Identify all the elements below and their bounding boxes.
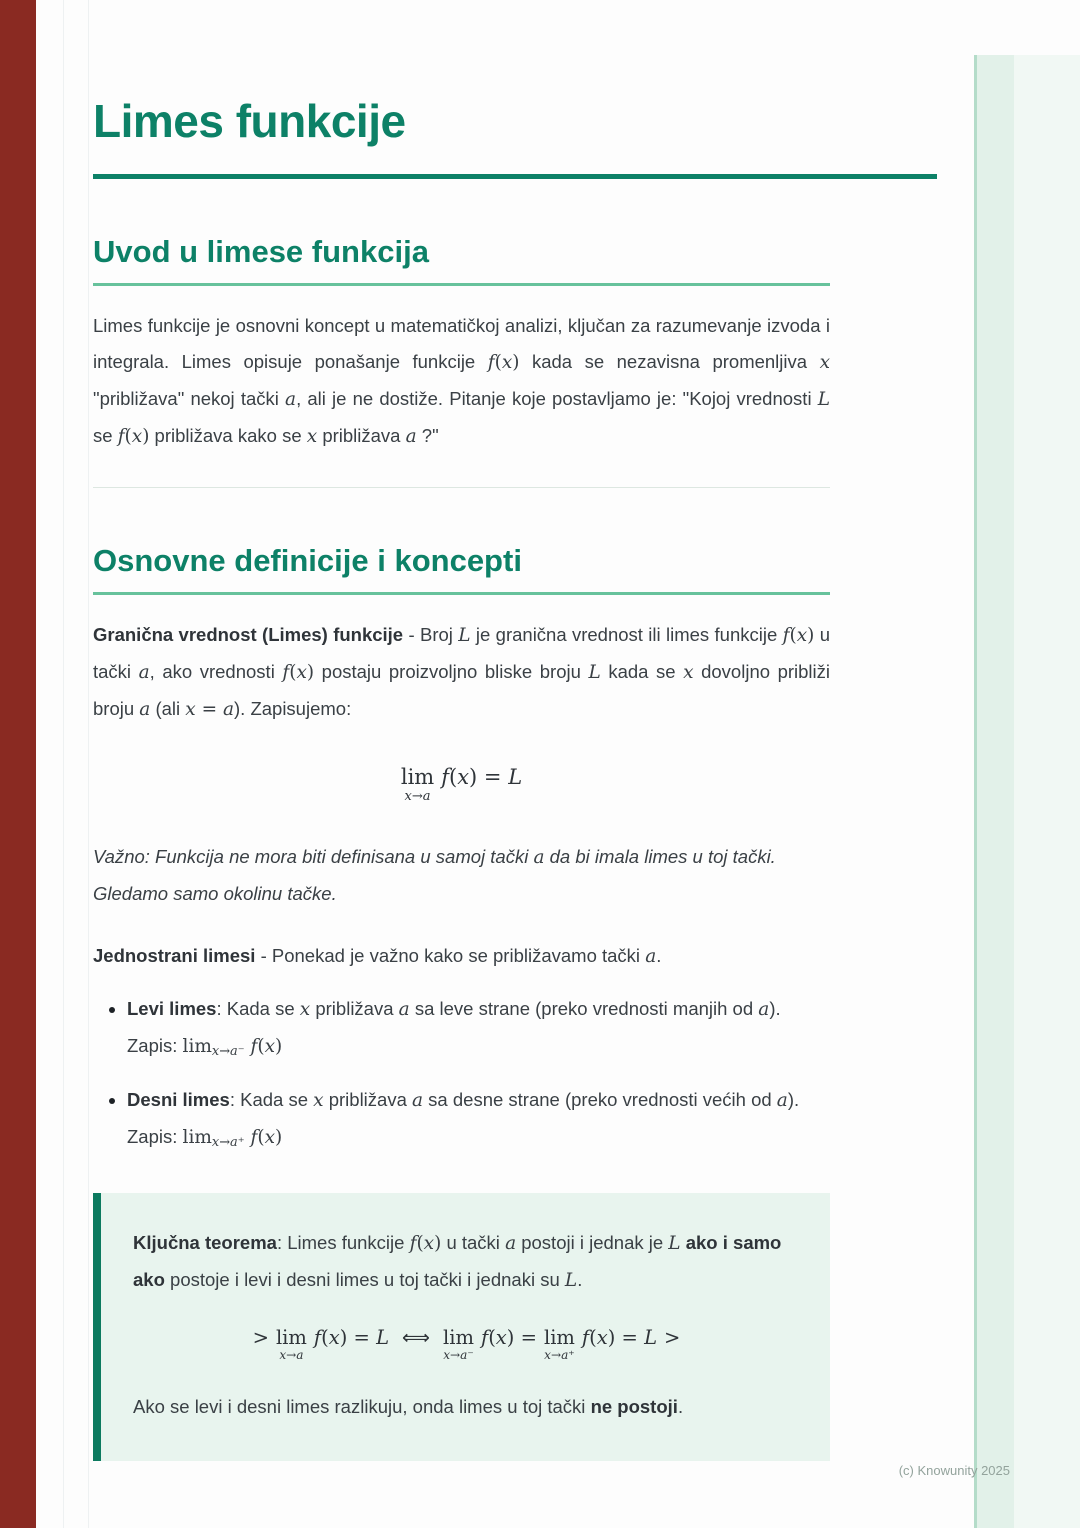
formula-expression	[314, 1327, 389, 1348]
section-divider	[93, 487, 830, 488]
text-segment: (	[488, 1325, 496, 1349]
jednostrani-paragraph	[93, 938, 830, 975]
text-segment: postoji i jednak je	[516, 1231, 669, 1253]
text-segment: f	[487, 351, 495, 373]
text-segment: , ali je ne dostiže. Pitanje koje postavljamo je: "Kojoj vrednosti	[296, 387, 818, 409]
text-segment: a	[222, 698, 234, 720]
text-segment: f	[282, 661, 290, 683]
text-segment: Desni limes	[127, 1088, 230, 1110]
text-segment: )	[512, 351, 520, 373]
text-segment: a	[533, 847, 545, 868]
text-segment: f	[782, 624, 790, 646]
text-segment: x	[299, 999, 311, 1020]
text-segment: "približava" nekoj tački	[93, 387, 286, 409]
text-segment: x	[501, 351, 513, 373]
text-segment: a	[776, 1089, 788, 1111]
lim-label: lim	[400, 764, 435, 789]
text-segment: kada se nezavisna promenljiva	[519, 350, 820, 372]
margin-line-right	[88, 0, 89, 1528]
text-segment: - Broj	[403, 623, 459, 645]
lim-operator-both	[276, 1327, 307, 1362]
text-segment: - Ponekad je važno kako se približavamo tački	[255, 945, 646, 966]
iff-arrow-icon: ⟺	[402, 1325, 430, 1349]
text-segment: x	[683, 661, 694, 683]
text-segment: f	[581, 1325, 590, 1349]
vazno-note	[93, 839, 830, 912]
list-item-desni-limes	[127, 1082, 830, 1161]
text-segment: ). Zapis:	[127, 1088, 800, 1147]
text-segment: L	[508, 764, 523, 789]
section-rule-uvod	[93, 283, 830, 286]
text-segment: .	[577, 1268, 583, 1290]
copyright-footer: (c) Knowunity 2025	[898, 1463, 1010, 1478]
text-segment: sa desne strane (preko vrednosti većih od	[423, 1088, 777, 1110]
section-rule-osnovne	[93, 592, 830, 595]
text-segment: da bi imala limes u toj tački. Gledamo samo okolinu tačke.	[93, 846, 776, 904]
text-segment: x	[423, 1232, 435, 1254]
lim-label: lim	[543, 1325, 575, 1349]
text-segment: a	[405, 425, 417, 447]
text-segment: )	[434, 1232, 442, 1254]
lim-label: lim	[275, 1325, 307, 1349]
definition-paragraph	[93, 617, 830, 728]
theorem-paragraph	[133, 1225, 800, 1299]
text-segment: x	[796, 624, 808, 646]
section-heading-uvod: Uvod u limese funkcija	[93, 233, 429, 269]
text-segment: )	[275, 1036, 283, 1057]
formula-expression	[481, 1327, 537, 1348]
text-segment: )	[275, 1126, 283, 1148]
text-segment: a	[138, 661, 150, 683]
text-segment: x	[185, 698, 196, 720]
text-segment: a	[398, 999, 410, 1020]
text-segment: x→a⁺	[211, 1134, 245, 1150]
text-segment: L	[564, 1269, 578, 1291]
text-segment: .	[677, 1396, 684, 1418]
text-segment: x	[264, 1126, 276, 1148]
text-segment: x	[596, 1325, 608, 1349]
text-segment: ) =	[339, 1325, 377, 1349]
text-segment: : Kada se	[229, 1088, 314, 1110]
lim-operator-left	[443, 1327, 474, 1362]
text-segment: postaju proizvoljno bliske broju	[314, 660, 589, 682]
text-segment: =	[195, 698, 223, 720]
text-segment: Levi limes	[127, 998, 217, 1019]
text-segment: f	[250, 1126, 258, 1148]
text-segment: ) =	[506, 1325, 537, 1349]
margin-line-left	[63, 0, 64, 1528]
text-segment: , ako vrednosti	[149, 660, 283, 682]
text-segment: ako i samo ako	[133, 1231, 782, 1290]
text-segment: a	[139, 698, 151, 720]
text-segment: f	[409, 1232, 417, 1254]
text-segment: x→a⁻	[211, 1043, 245, 1059]
text-segment: f	[480, 1325, 489, 1349]
text-segment: (ali	[150, 697, 186, 719]
formula-expression	[582, 1327, 657, 1348]
text-segment: lim	[182, 1126, 212, 1148]
text-segment: približava	[317, 424, 406, 446]
intro-paragraph	[93, 308, 830, 455]
text-segment: L	[644, 1325, 658, 1349]
text-segment: L	[668, 1232, 681, 1254]
formula-close-bracket: >	[664, 1325, 681, 1349]
text-segment: x	[296, 661, 307, 683]
text-segment: Limes funkcije je osnovni koncept u matematičkoj analizi, ključan za razumevanje izvoda i integrala. Limes opisuje ponašanje funkcije	[93, 314, 830, 372]
text-segment: (	[589, 1325, 597, 1349]
text-segment: (	[494, 351, 502, 373]
text-segment: u tački	[93, 623, 830, 682]
title-rule	[93, 174, 937, 179]
text-segment: x	[306, 425, 318, 447]
page-title: Limes funkcije	[93, 95, 406, 147]
text-segment: ?"	[416, 424, 439, 446]
text-segment: (	[321, 1325, 329, 1349]
text-segment: približava kako se	[149, 424, 307, 446]
text-segment: x	[457, 764, 470, 789]
text-segment: ) =	[607, 1325, 645, 1349]
formula-open-bracket: >	[252, 1325, 269, 1349]
text-segment: ). Zapis:	[127, 998, 781, 1056]
text-segment: (	[789, 624, 797, 646]
text-segment: f	[250, 1036, 258, 1057]
text-segment: dovoljno približi broju	[93, 660, 831, 719]
text-segment: se	[93, 424, 118, 446]
left-red-stripe	[0, 0, 36, 1528]
lim-subscript: x→a	[279, 1348, 304, 1363]
lim-operator	[401, 766, 434, 803]
text-segment: L	[376, 1325, 390, 1349]
text-segment: x	[819, 351, 830, 373]
text-segment: x	[131, 425, 143, 447]
text-segment: sa leve strane (preko vrednosti manjih od	[409, 998, 759, 1019]
section-heading-osnovne: Osnovne definicije i koncepti	[93, 542, 522, 578]
lim-subscript: x→a⁻	[443, 1348, 474, 1363]
text-segment: f	[313, 1325, 322, 1349]
text-segment: a	[412, 1089, 424, 1111]
text-segment: x	[495, 1325, 507, 1349]
text-segment: x	[328, 1325, 340, 1349]
document-content	[93, 0, 830, 1461]
text-segment: približava	[310, 998, 399, 1019]
text-segment: x	[313, 1089, 324, 1111]
text-segment: a	[505, 1232, 517, 1254]
text-segment: a	[758, 999, 770, 1020]
text-segment: (	[289, 661, 297, 683]
text-segment: Važno: Funkcija ne mora biti definisana u samoj tački	[93, 846, 534, 867]
text-segment: )	[807, 624, 815, 646]
text-segment: : Kada se	[216, 998, 300, 1019]
text-segment: je granična vrednost ili limes funkcije	[470, 623, 783, 645]
text-segment: lim	[182, 1036, 212, 1057]
text-segment: postoje i levi i desni limes u toj tački i jednaki su	[164, 1268, 565, 1290]
lim-operator-right	[544, 1327, 575, 1362]
text-segment: )	[306, 661, 315, 683]
text-segment: L	[458, 624, 471, 646]
text-segment: )	[142, 425, 150, 447]
text-segment: (	[449, 764, 458, 789]
text-segment: f	[117, 425, 125, 447]
text-segment: Ako se levi i desni limes razlikuju, onda limes u toj tački	[133, 1396, 591, 1418]
text-segment: a	[285, 388, 297, 410]
text-segment: Granična vrednost (Limes) funkcije	[93, 623, 404, 645]
text-segment: a	[645, 946, 657, 967]
text-segment: (	[257, 1036, 265, 1057]
right-mint-band-inner	[974, 55, 1014, 1528]
text-segment: ) =	[469, 764, 509, 789]
text-segment: x	[264, 1036, 276, 1057]
one-sided-limits-list	[93, 991, 830, 1161]
text-segment: L	[588, 661, 601, 683]
text-segment: približava	[323, 1088, 413, 1110]
key-theorem-callout	[93, 1193, 830, 1462]
limit-formula	[93, 766, 830, 803]
lim-subscript: x→a	[404, 788, 431, 804]
text-segment: ne postoji	[590, 1396, 678, 1418]
text-segment: f	[441, 764, 449, 789]
conclusion-paragraph	[133, 1389, 800, 1425]
text-segment: Ključna teorema	[133, 1231, 277, 1253]
text-segment: L	[817, 388, 831, 410]
iff-formula	[133, 1327, 800, 1362]
formula-expression	[441, 766, 522, 789]
text-segment: (	[416, 1232, 424, 1254]
lim-label: lim	[443, 1325, 474, 1349]
text-segment: u tački	[441, 1231, 506, 1253]
text-segment: : Limes funkcije	[276, 1231, 410, 1253]
right-mint-band	[974, 55, 1080, 1528]
list-item-levi-limes	[127, 991, 830, 1070]
text-segment: Jednostrani limesi	[93, 945, 256, 966]
text-segment: .	[656, 945, 662, 966]
text-segment: kada se	[600, 660, 684, 682]
text-segment: (	[257, 1126, 265, 1148]
text-segment: ). Zapisujemo:	[234, 697, 352, 719]
lim-subscript: x→a⁺	[544, 1348, 575, 1363]
text-segment: (	[124, 425, 132, 447]
